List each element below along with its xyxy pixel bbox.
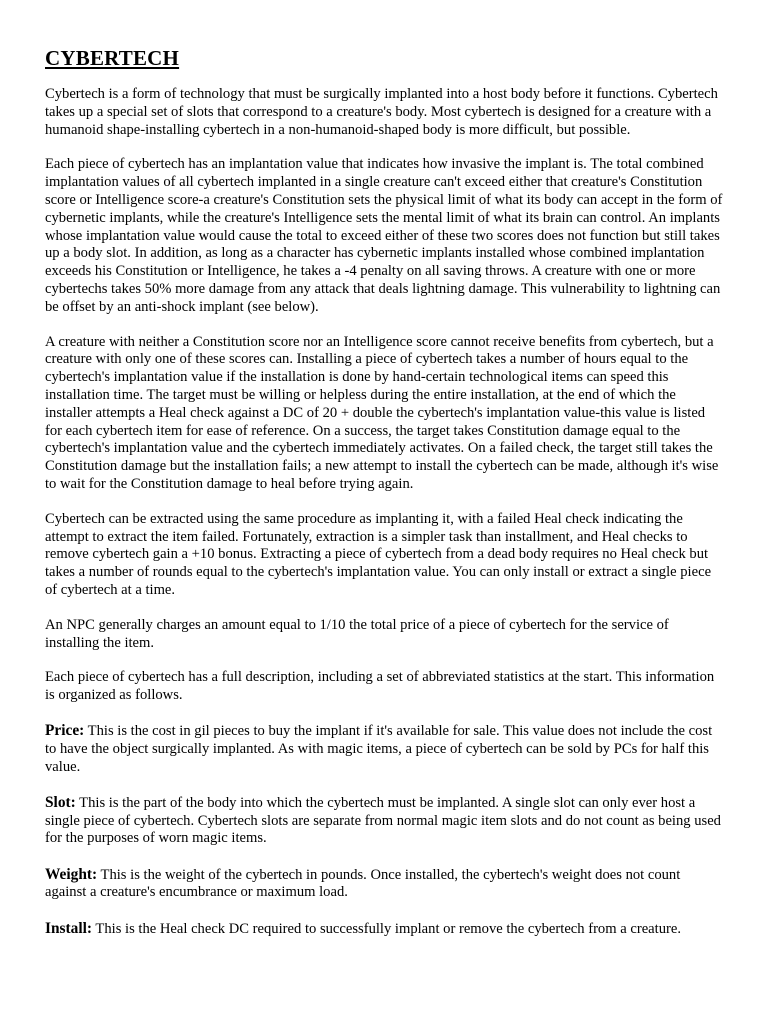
definition-text: This is the part of the body into which the cybertech must be implanted. A single slot can only ever host a single piece of cybertech. Cybertech slots are separate from normal magic item slots and do not count as being used for the purposes of worn magic items. [45,794,721,847]
definition-text: This is the Heal check DC required to successfully implant or remove the cybertech from a creature. [92,920,681,937]
paragraph-intro: Cybertech is a form of technology that must be surgically implanted into a host body before it functions. Cybertech takes up a special set of slots that correspond to a creature's body. Most cybertech is designed for a creature with a humanoid shape-installing cybertech in a non-humanoid-shaped body is more difficult, but possible. [45,86,718,138]
definition-term: Price: [45,721,85,739]
definition-install [45,920,725,939]
definition-term: Install: [45,919,93,937]
definition-price [45,722,725,776]
document-page [45,44,725,956]
definition-term: Slot: [45,793,76,811]
paragraph-npc-cost: An NPC generally charges an amount equal to 1/10 the total price of a piece of cybertech for the service of installing the item. [45,616,669,651]
definition-text: This is the cost in gil pieces to buy the implant if it's available for sale. This value does not include the cost to have the object surgically implanted. As with magic items, a piece of cybertech can be sold by PCs for half this value. [45,722,713,775]
definition-slot [45,794,725,848]
definition-term: Weight: [45,865,98,883]
paragraph-installation: A creature with neither a Constitution score nor an Intelligence score cannot receive benefits from cybertech, but a creature with only one of these scores can. Installing a piece of cybertech takes a number of hours equal to the cybertech's implantation value if the installation is done by hand-certain technological items can speed this installation time. The target must be willing or helpless during the entire installation, at the end of which the installer attempts a Heal check against a DC of 20 + double the cybertech's implantation value-this value is listed for each cybertech item for ease of reference. On a success, the target takes Constitution damage equal to the cybertech's implantation value and the cybertech immediately activates. On a failed check, the target still takes the Constitution damage but the installation fails; a new attempt to install the cybertech can be made, although it's wise to wait for the Constitution damage to heal before trying again. [45,333,719,492]
definition-weight [45,866,725,903]
page-title: CYBERTECH [45,46,180,70]
paragraph-implantation-value: Each piece of cybertech has an implantation value that indicates how invasive the implant is. The total combined implantation values of all cybertech implanted in a single creature can't exceed either that creature's Constitution score or Intelligence score-a creature's Constitution sets the physical limit of what its body can accept in the form of cybernetic implants, while the creature's Intelligence sets the mental limit of what its brain can control. An implants whose implantation value would cause the total to exceed either of these two scores does not function but still takes up a body slot. In addition, as long as a character has cybernetic implants installed whose combined implantation exceeds his Constitution or Intelligence, he takes a -4 penalty on all saving throws. A creature with one or more cybertechs takes 50% more damage from any attack that deals lightning damage. This vulnerability to lightning can be offset by an anti-shock implant (see below). [45,156,723,315]
definition-text: This is the weight of the cybertech in pounds. Once installed, the cybertech's weight does not count against a creature's encumbrance or maximum load. [45,866,681,901]
paragraph-description-intro: Each piece of cybertech has a full description, including a set of abbreviated statistics at the start. This information is organized as follows. [45,669,715,704]
paragraph-extraction: Cybertech can be extracted using the same procedure as implanting it, with a failed Heal check indicating the attempt to extract the item failed. Fortunately, extraction is a simpler task than installment, and Heal checks to remove cybertech gain a +10 bonus. Extracting a piece of cybertech from a dead body requires no Heal check but takes a number of rounds equal to the cybertech's implantation value. You can only install or extract a single piece of cybertech at a time. [45,510,712,598]
